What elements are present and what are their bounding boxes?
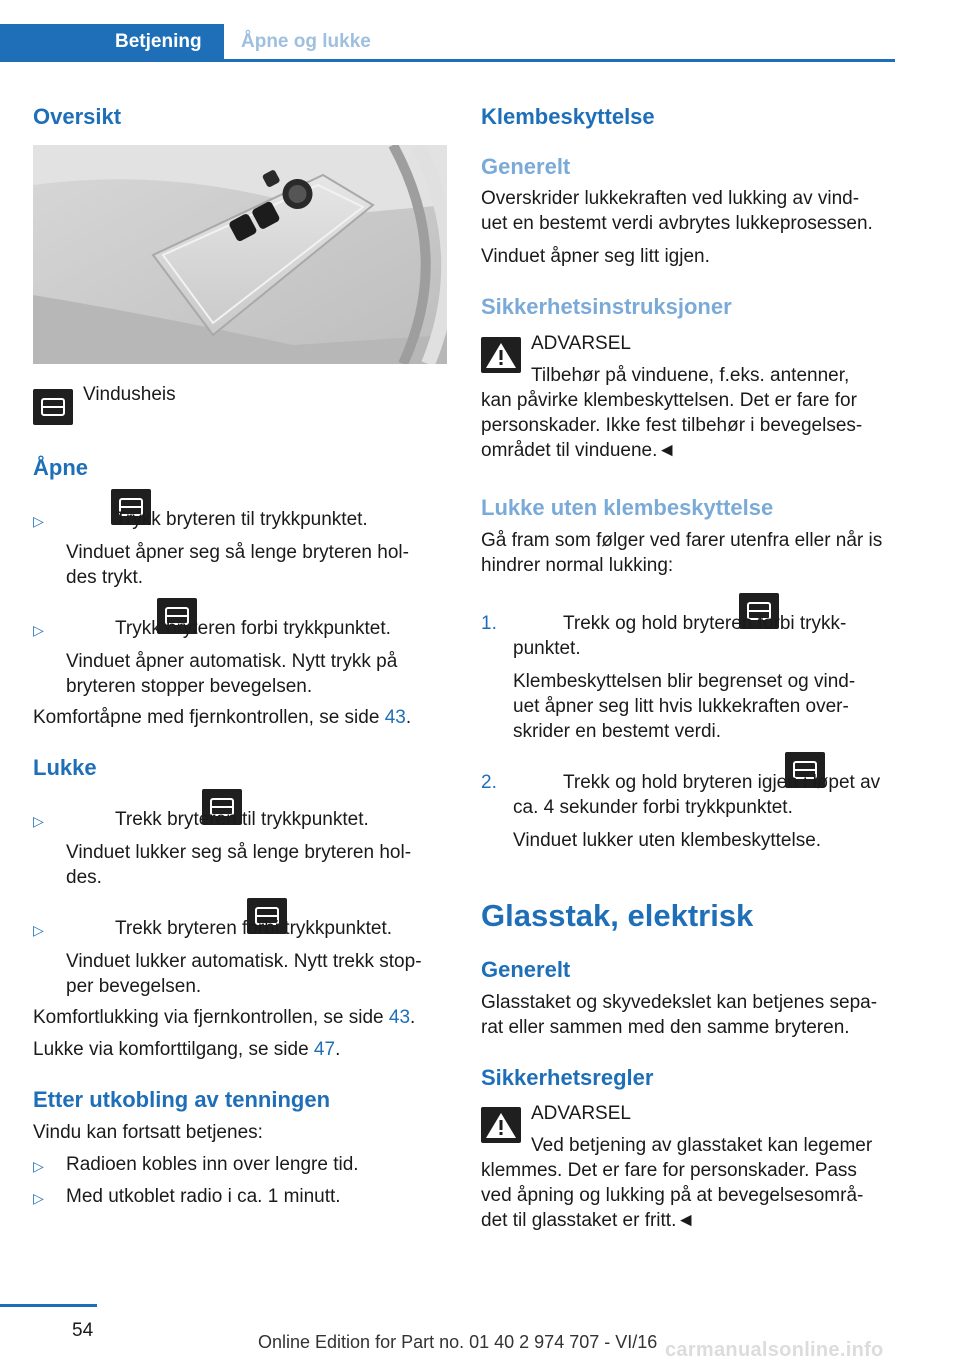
glasstak-heading: Glasstak, elektrisk: [481, 898, 754, 933]
etter-intro: Vindu kan fortsatt betjenes:: [33, 1122, 263, 1143]
sikkerhet-heading: Sikkerhetsinstruksjoner: [481, 294, 732, 319]
header-tabbar: [0, 24, 895, 62]
bullet-icon: ▷: [33, 922, 44, 938]
etter-bullet2: Med utkoblet radio i ca. 1 minutt.: [66, 1186, 341, 1207]
image-caption: Vindusheis: [83, 384, 176, 405]
lukke-step1-result-l2: des.: [66, 867, 102, 888]
apne-step2-action: Trykk bryteren forbi trykkpunktet.: [115, 618, 391, 639]
page-link-43[interactable]: 43: [388, 1007, 411, 1028]
sikkerhetsregler-heading: Sikkerhetsregler: [481, 1065, 654, 1090]
apne-step1-result-l2: des trykt.: [66, 567, 144, 588]
glasstak-generelt-heading: Generelt: [481, 957, 571, 982]
step2-number: 2.: [481, 772, 497, 793]
bullet-icon: ▷: [33, 1190, 44, 1206]
step2-action-l2: ca. 4 sekunder forbi trykkpunktet.: [513, 797, 793, 818]
lukke-step1-action: Trekk bryteren til trykkpunktet.: [115, 809, 369, 830]
warning1-l3: personskader. Ikke fest tilbehør i bevegelses‐: [481, 415, 863, 436]
warning2-l2: klemmes. Det er fare for personskader. Pass: [481, 1160, 857, 1181]
lukke-step2-action: Trekk bryteren forbi trykkpunktet.: [115, 918, 393, 939]
bullet-icon: ▷: [33, 1158, 44, 1174]
apne-remote-text: Komfortåpne med fjernkontrollen, se side 43.: [33, 707, 412, 728]
page-link-43[interactable]: 43: [384, 707, 406, 728]
step1-result-l2: uet åpner seg litt hvis lukkekraften over‐: [513, 696, 849, 717]
step2-result: Vinduet lukker uten klembeskyttelse.: [513, 830, 822, 851]
lukke-comfort-text: Lukke via komforttilgang, se side 47.: [33, 1039, 341, 1060]
apne-step2-result-l2: bryteren stopper bevegelsen.: [66, 676, 313, 697]
step1-action-l2: punktet.: [513, 638, 581, 659]
bullet-icon: ▷: [33, 513, 44, 529]
watermark: carmanualsonline.info: [665, 1339, 884, 1361]
warning2-l3: ved åpning og lukking på at bevegelsesområ‐: [481, 1185, 864, 1206]
lukke-remote-text: Komfortlukking via fjernkontrollen, se side 43.: [33, 1007, 416, 1028]
lukke-step1-result-l1: Vinduet lukker seg så lenge bryteren hol‐: [66, 842, 412, 863]
step2-action-l1: Trekk og hold bryteren igjen i løpet av: [563, 772, 881, 793]
bullet-icon: ▷: [33, 622, 44, 638]
etter-heading: Etter utkobling av tenningen: [33, 1087, 331, 1112]
warning2-l4: det til glasstaket er fritt.◄: [481, 1210, 696, 1231]
lukke-step2-result-l1: Vinduet lukker automatisk. Nytt trekk stop‐: [66, 951, 422, 972]
warning-icon: [481, 1107, 521, 1143]
step1-result-l1: Klembeskyttelsen blir begrenset og vind‐: [513, 671, 856, 692]
oversikt-heading: Oversikt: [33, 104, 122, 129]
bullet-icon: ▷: [33, 813, 44, 829]
window-switch-photo: [33, 145, 447, 364]
glasstak-l1: Glasstaket og skyvedekslet kan betjenes sepa‐: [481, 992, 878, 1013]
footer-rule: [0, 1304, 97, 1307]
generelt-heading: Generelt: [481, 154, 571, 179]
lukke-heading: Lukke: [33, 755, 97, 780]
page-number: 54: [72, 1320, 94, 1341]
apne-step2-result-l1: Vinduet åpner automatisk. Nytt trykk på: [66, 651, 398, 672]
generelt-l1: Overskrider lukkekraften ved lukking av vind‐: [481, 188, 860, 209]
warning1-l2: kan påvirke klembeskyttelsen. Det er fare for: [481, 390, 857, 411]
uten-l1: Gå fram som følger ved farer utenfra eller når is: [481, 530, 883, 551]
warning1-title: ADVARSEL: [531, 333, 631, 354]
warning1-l1: Tilbehør på vinduene, f.eks. antenner,: [531, 365, 850, 386]
etter-bullet1: Radioen kobles inn over lengre tid.: [66, 1154, 359, 1175]
glasstak-l2: rat eller sammen med den samme bryteren.: [481, 1017, 850, 1038]
warning2-title: ADVARSEL: [531, 1103, 631, 1124]
section-tab[interactable]: Åpne og lukke: [241, 31, 371, 52]
window-switch-icon: [33, 389, 73, 425]
warning-icon: [481, 337, 521, 373]
lukke-step2-result-l2: per bevegelsen.: [66, 976, 202, 997]
warning2-l1: Ved betjening av glasstaket kan legemer: [531, 1135, 873, 1156]
door-panel-illustration: [33, 145, 447, 364]
edition-text: Online Edition for Part no. 01 40 2 974 707 - VI/16: [258, 1332, 658, 1352]
apne-heading: Åpne: [33, 455, 88, 480]
klembeskyttelse-heading: Klembeskyttelse: [481, 104, 655, 129]
warning1-l4: området til vinduene.◄: [481, 440, 677, 461]
generelt-p2: Vinduet åpner seg litt igjen.: [481, 246, 710, 267]
chapter-tab[interactable]: Betjening: [0, 24, 224, 60]
step1-number: 1.: [481, 613, 497, 634]
page-link-47[interactable]: 47: [313, 1039, 336, 1060]
generelt-l2: uet en bestemt verdi avbrytes lukkeprosessen.: [481, 213, 873, 234]
uten-heading: Lukke uten klembeskyttelse: [481, 495, 774, 520]
uten-l2: hindrer normal lukking:: [481, 555, 674, 576]
apne-step1-action: Trykk bryteren til trykkpunktet.: [115, 509, 368, 530]
step1-action-l1: Trekk og hold bryteren forbi trykk‐: [563, 613, 847, 634]
step1-result-l3: skrider en bestemt verdi.: [513, 721, 722, 742]
apne-step1-result-l1: Vinduet åpner seg så lenge bryteren hol‐: [66, 542, 409, 563]
